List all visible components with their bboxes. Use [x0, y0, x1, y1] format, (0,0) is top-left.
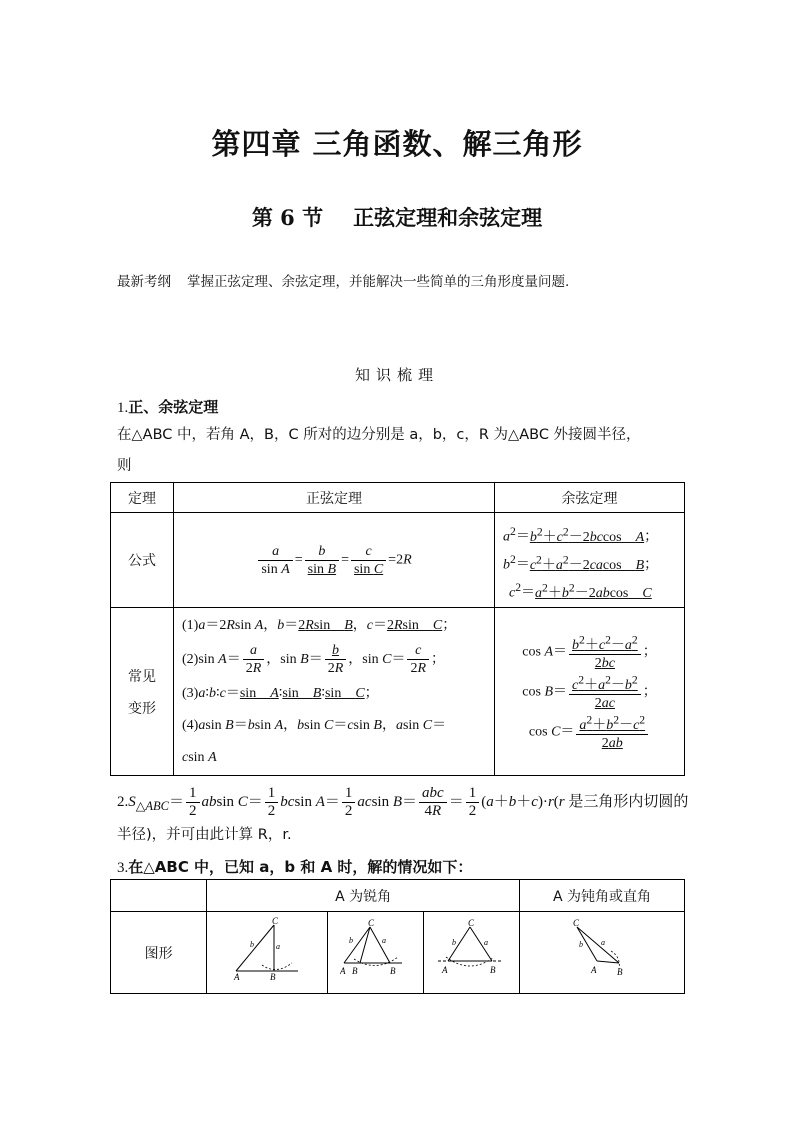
item1-heading: 1.正、余弦定理 [117, 398, 219, 416]
cosine-law-a: $a^2=b^2+c^2-2bccos$ A； [503, 525, 659, 545]
triangle-figure-3 [436, 917, 506, 983]
row-variants-label: 常见 变形 [111, 608, 174, 776]
triangle-figure-4 [567, 917, 637, 983]
svg-text:A: A [340, 966, 346, 976]
svg-text:B: B [352, 966, 358, 976]
sine-law-formula: $\frac{a}{\text{sin A}}$ = $\frac{b}{\text{sin B}}$ = $\frac{c}{\text{sin C}}$ =2R [174, 513, 495, 608]
syllabus-outline [117, 270, 569, 290]
svg-text:A: A [233, 972, 240, 982]
row-figure-label: 图形 [111, 912, 207, 994]
svg-text:b: b [452, 938, 457, 947]
solutions-table [110, 879, 685, 994]
svg-text:B: B [390, 966, 396, 976]
outline-label: 最新考纲 [117, 274, 171, 290]
triangle-figure-2 [340, 917, 410, 983]
section-heading [0, 202, 794, 232]
svg-text:C: C [572, 918, 579, 928]
triangle-figure-1 [232, 917, 302, 983]
svg-text:A: A [442, 965, 448, 975]
header-sine-law: 正弦定理 [174, 483, 495, 513]
header-obtuse: A 为钝角或直角 [519, 880, 684, 912]
section-title: 正弦定理和余弦定理 [353, 205, 543, 230]
header-acute: A 为锐角 [207, 880, 520, 912]
header-theorem: 定理 [111, 483, 174, 513]
figure-one-solution [207, 912, 327, 994]
sine-variant-4: (4)asin B＝bsin A，bsin C＝csin B，asin C＝ [182, 717, 447, 733]
item2-area-formula: $2.S_{\triangle ABC}=$ $\frac{1}{2}$ absin C＝ $\frac{1}{2}$ bcsin A＝ $\frac{1}{2}$ acsin B＝ $\frac{\text{abc}}{4R}$ ＝ $\frac{1}{2}$ (a＋b＋c)·r(r 是三角形内切圆的 [117, 785, 689, 820]
outline-text: 掌握正弦定理、余弦定理，并能解决一些简单的三角形度量问题. [187, 274, 570, 290]
sine-law-variants [174, 608, 495, 776]
corner-cell [111, 880, 207, 912]
section-number: 第 6 节 [251, 205, 324, 230]
svg-text:A: A [590, 965, 597, 975]
row-formula-label: 公式 [111, 513, 174, 608]
item2-cont: 半径)，并可由此计算 R，r. [117, 827, 292, 843]
chapter-title: 第四章 三角函数、解三角形 [211, 127, 583, 161]
sine-variant-4-cont: csin A [182, 749, 217, 765]
svg-text:C: C [368, 918, 375, 928]
sine-variant-1: (1)a＝2Rsin A，b＝2Rsin B，c＝2Rsin C； [182, 617, 457, 633]
svg-text:a: a [600, 938, 605, 947]
theorems-table [110, 482, 685, 776]
svg-text:C: C [271, 917, 278, 926]
svg-text:b: b [349, 936, 354, 945]
figure-obtuse [519, 912, 684, 994]
cosine-law-variants [495, 608, 685, 776]
item1-intro: 在△ABC 中，若角 A，B，C 所对的边分别是 a，b，c，R 为△ABC 外接圆半径， [117, 427, 641, 443]
item3-heading: 3.在△ABC 中，已知 a，b 和 A 时，解的情况如下： [117, 858, 473, 876]
cos-c-variant: cos C＝ $\frac{a^2+b^2-c^2}{2ab}$ [495, 712, 684, 752]
svg-text:a: a [382, 936, 387, 945]
svg-text:b: b [578, 940, 583, 949]
knowledge-heading: 知识梳理 [354, 366, 439, 384]
svg-text:b: b [249, 940, 254, 949]
figure-two-solutions [327, 912, 423, 994]
cos-a-variant: cos A＝ $\frac{b^2+c^2-a^2}{2bc}$ ； [522, 633, 657, 672]
svg-text:B: B [490, 965, 496, 975]
svg-text:a: a [275, 942, 280, 951]
figure-one-solution-b [423, 912, 519, 994]
sine-variant-3: (3)a∶b∶c＝sin A∶sin B∶sin C； [182, 685, 379, 701]
cosine-law-c: $c^2=a^2+b^2-2abcos$ C [509, 581, 652, 601]
svg-text:B: B [269, 972, 276, 982]
svg-text:a: a [484, 938, 489, 947]
header-cosine-law: 余弦定理 [495, 483, 685, 513]
svg-text:B: B [616, 967, 623, 977]
item1-intro-cont: 则 [117, 458, 132, 474]
sine-variant-2: (2)sin A＝ $\frac{a}{2R}$ ，sin B＝ $\frac{b}{2R}$ ，sin C＝ $\frac{c}{2R}$ ； [182, 642, 446, 676]
svg-text:C: C [468, 918, 475, 928]
cos-b-variant: cos B＝ $\frac{c^2+a^2-b^2}{2ac}$ ； [522, 673, 657, 712]
cosine-law-formulas [495, 513, 685, 608]
cosine-law-b: $b^2=c^2+a^2-2cacos$ B； [503, 553, 659, 573]
